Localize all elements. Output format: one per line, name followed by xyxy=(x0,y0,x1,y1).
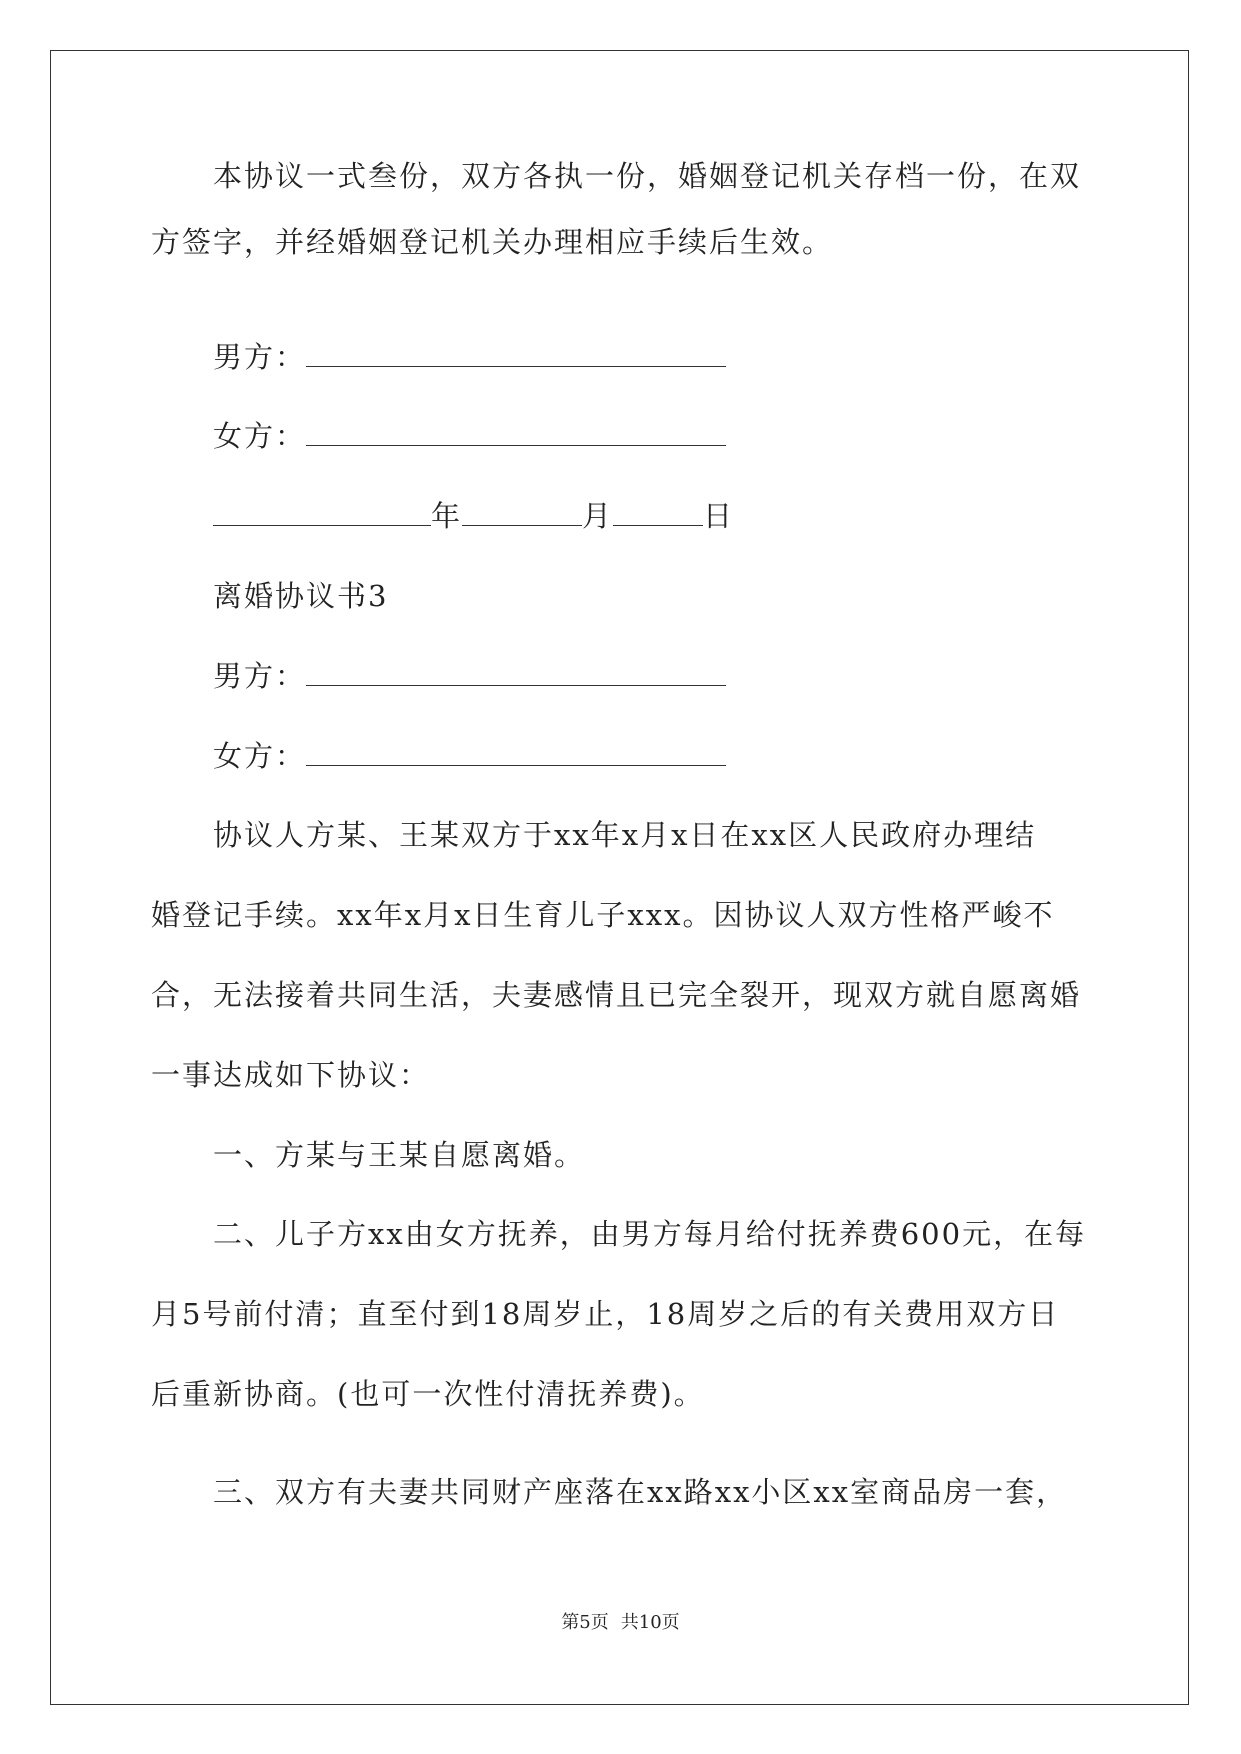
signature-male-label: 男方： xyxy=(213,659,307,693)
paragraph-2-line-4: 一事达成如下协议： xyxy=(151,1058,431,1092)
month-label: 月 xyxy=(582,499,614,533)
signature-blank xyxy=(306,743,726,766)
date-line xyxy=(213,498,734,534)
section-title: 离婚协议书3 xyxy=(213,579,389,613)
year-blank xyxy=(213,503,431,526)
item-1: 一、方某与王某自愿离婚。 xyxy=(213,1138,586,1172)
signature-female-2 xyxy=(213,738,726,774)
signature-female-label: 女方： xyxy=(213,419,307,453)
signature-blank xyxy=(306,663,726,686)
page-border xyxy=(50,50,1189,1705)
item-2-line-3: 后重新协商。(也可一次性付清抚养费)。 xyxy=(151,1377,705,1411)
page-footer xyxy=(0,1608,1241,1634)
paragraph-2-line-3: 合，无法接着共同生活，夫妻感情且已完全裂开，现双方就自愿离婚 xyxy=(151,978,1082,1012)
item-2-line-2: 月5号前付清；直至付到18周岁止，18周岁之后的有关费用双方日 xyxy=(151,1297,1060,1331)
signature-female-1 xyxy=(213,418,726,454)
signature-male-1 xyxy=(213,339,726,375)
page-total: 共10页 xyxy=(620,1612,680,1633)
signature-female-label: 女方： xyxy=(213,739,307,773)
month-blank xyxy=(462,503,582,526)
signature-blank xyxy=(306,423,726,446)
year-label: 年 xyxy=(431,499,463,533)
paragraph-2-line-2: 婚登记手续。xx年x月x日生育儿子xxx。因协议人双方性格严峻不 xyxy=(151,898,1055,932)
paragraph-1-line-2: 方签字，并经婚姻登记机关办理相应手续后生效。 xyxy=(151,225,834,259)
page-number: 第5页 xyxy=(561,1612,609,1633)
item-2-line-1: 二、儿子方xx由女方抚养，由男方每月给付抚养费600元，在每 xyxy=(213,1217,1087,1251)
day-label: 日 xyxy=(703,499,735,533)
signature-blank xyxy=(306,344,726,367)
item-3-line-1: 三、双方有夫妻共同财产座落在xx路xx小区xx室商品房一套， xyxy=(213,1475,1068,1509)
signature-male-2 xyxy=(213,658,726,694)
paragraph-2-line-1: 协议人方某、王某双方于xx年x月x日在xx区人民政府办理结 xyxy=(213,818,1037,852)
signature-male-label: 男方： xyxy=(213,340,307,374)
day-blank xyxy=(613,503,703,526)
paragraph-1-line-1: 本协议一式叁份，双方各执一份，婚姻登记机关存档一份，在双 xyxy=(213,159,1082,193)
